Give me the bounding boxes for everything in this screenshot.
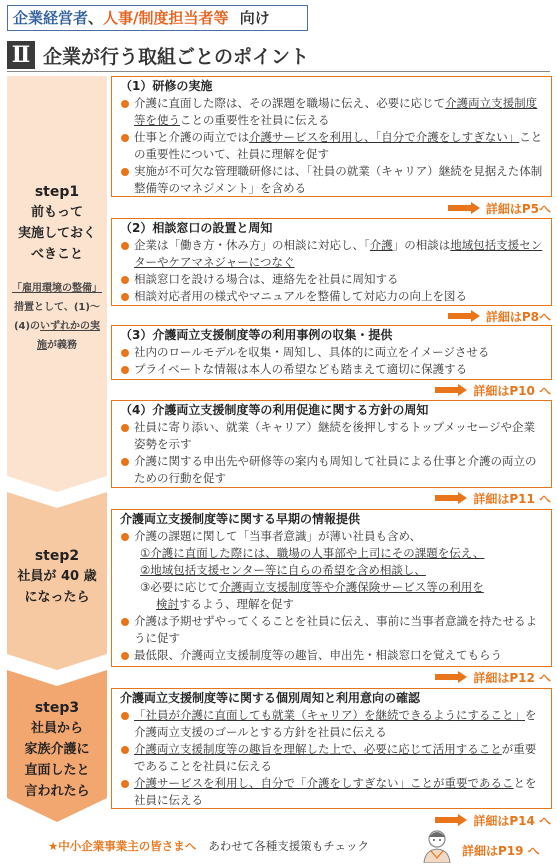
list-item: 介護の課題に関して「当事者意識」が薄い社員も含め、	[118, 528, 545, 545]
training-items	[112, 95, 551, 197]
step1-desc-line: 前もって	[30, 205, 83, 220]
individual-notice-box	[111, 688, 552, 809]
training-box	[111, 76, 552, 197]
detail-link-p11[interactable]	[435, 490, 551, 506]
case-study-box	[111, 325, 552, 380]
policy-box	[111, 400, 552, 488]
step1-note-emphasis: いずれかの実施	[37, 321, 101, 351]
step1-note-end: が義務	[47, 340, 77, 351]
audience-separator: 、	[88, 9, 104, 27]
list-subitem: ①介護に直面した際には、職場の人事部や上司にその課題を伝え、	[140, 546, 485, 560]
list-item: 介護サービスを利用し、自分で「介護をしすぎない」ことが重要であることを社員に伝える	[118, 775, 545, 809]
detail-link-text: 詳細はP5へ	[485, 201, 551, 216]
detail-link-text: 詳細はP8へ	[485, 309, 551, 324]
arrow-right-icon	[435, 493, 467, 503]
section-header	[7, 40, 309, 70]
list-item: 介護両立支援制度等の趣旨を理解した上で、必要に応じて活用することが重要であることを社員に伝える	[118, 741, 545, 775]
early-info-title: 介護両立支援制度等に関する早期の情報提供	[120, 512, 361, 526]
step1-content	[7, 184, 107, 355]
step1-desc-line: べきこと	[30, 247, 83, 262]
consultation-items	[112, 237, 551, 305]
footer-note	[48, 838, 369, 854]
step1-note	[7, 279, 107, 355]
step1-description	[7, 202, 107, 265]
consultation-title: （2）相談窓口の設置と周知	[120, 221, 273, 235]
audience-executives: 企業経営者	[13, 9, 89, 27]
list-item: 相談対応者用の様式やマニュアルを整備して対応力の向上を図る	[118, 288, 545, 305]
early-info-box	[111, 509, 552, 667]
step3-desc-line: 直面したと	[24, 763, 90, 778]
person-illustration-icon	[420, 827, 454, 863]
consultation-box	[111, 218, 552, 306]
step3-content	[7, 700, 107, 802]
audience-suffix: 向け	[239, 9, 270, 27]
step2-desc-line: になったら	[24, 590, 90, 605]
step1-label: step1	[34, 184, 80, 200]
list-subitem: ②地域包括支援センター等に自らの希望を含め相談し、	[140, 563, 426, 577]
step1-note-text: 措置として、(1)～(4)の	[13, 302, 100, 332]
detail-link-p8[interactable]	[448, 308, 551, 324]
early-info-items	[112, 528, 551, 664]
list-item: 最低限、介護両立支援制度等の趣旨、申出先・相談窓口を覚えてもらう	[118, 647, 545, 664]
arrow-right-icon	[448, 203, 480, 213]
list-subitem: ③必要に応じて介護両立支援制度等や介護保険サービス等の利用を	[140, 580, 484, 594]
section-divider	[7, 71, 550, 72]
arrow-right-icon	[435, 385, 467, 395]
list-subitem: 検討するよう、理解を促す	[156, 597, 294, 611]
footer-sub: あわせて各種支援策もチェック	[208, 839, 369, 853]
list-item: 「社員が介護に直面しても就業（キャリア）を継続できるようにすること」を介護両立支援のゴールとする方針を社員に伝える	[118, 707, 545, 741]
section-numeral: Ⅱ	[7, 41, 35, 69]
audience-hr: 人事/制度担当者等	[103, 9, 229, 27]
list-item: プライベートな情報は本人の希望なども踏まえて適切に保護する	[118, 361, 545, 378]
list-item: 社内のロールモデルを収集・周知し、具体的に両立をイメージさせる	[118, 344, 545, 361]
step1-note-term: 「雇用環境の整備」	[12, 283, 102, 294]
footer-lead: ★中小企業事業主の皆さまへ	[48, 839, 197, 853]
step3-label: step3	[34, 700, 80, 716]
detail-link-p14[interactable]	[435, 812, 551, 828]
list-item: 社員に寄り添い、就業（キャリア）継続を後押しするトップメッセージや企業姿勢を示す	[118, 419, 545, 453]
step2-content	[7, 548, 107, 608]
section-title: 企業が行う取組ごとのポイント	[43, 45, 310, 68]
step1-desc-line: 実施しておく	[17, 226, 96, 241]
individual-notice-title: 介護両立支援制度等に関する個別周知と利用意向の確認	[120, 691, 421, 705]
list-item: 介護は予期せずやってくることを社員に伝え、事前に当事者意識を持たせるように促す	[118, 613, 545, 647]
arrow-right-icon	[448, 311, 480, 321]
detail-link-text: 詳細はP11 へ	[473, 491, 551, 506]
step3-desc-line: 言われたら	[24, 784, 90, 799]
step3-desc-line: 社員から	[30, 721, 83, 736]
detail-link-p5[interactable]	[448, 200, 551, 216]
step2-panel	[7, 492, 107, 670]
step2-label: step2	[34, 548, 80, 564]
training-title: （1）研修の実施	[120, 79, 213, 93]
detail-link-p19[interactable]: 詳細はP19 へ	[462, 844, 540, 858]
policy-items	[112, 419, 551, 487]
arrow-right-icon	[435, 815, 467, 825]
step3-description	[7, 718, 107, 802]
detail-link-text: 詳細はP10 へ	[473, 383, 551, 398]
list-item: 介護に関する申出先や研修等の案内も周知して社員による仕事と介護の両立のための行動を促す	[118, 453, 545, 487]
step3-panel	[7, 670, 107, 822]
list-item: 介護に直面した際は、その課題を職場に伝え、必要に応じて介護両立支援制度等を使うことの重要性を社員に伝える	[118, 95, 545, 129]
detail-link-p12[interactable]	[435, 669, 551, 685]
arrow-right-icon	[435, 672, 467, 682]
policy-title: （4）介護両立支援制度等の利用促進に関する方針の周知	[120, 403, 429, 417]
list-item: 相談窓口を設ける場合は、連絡先を社員に周知する	[118, 271, 545, 288]
step1-panel	[7, 76, 107, 492]
individual-notice-items	[112, 707, 551, 809]
list-item: 実施が不可欠な管理職研修には、「社員の就業（キャリア）継続を見据えた体制整備等のマネジメント」を含める	[118, 163, 545, 197]
detail-link-text: 詳細はP14 へ	[473, 813, 551, 828]
list-item: 仕事と介護の両立では介護サービスを利用し、「自分で介護をしすぎない」ことの重要性について、社員に理解を促す	[118, 129, 545, 163]
detail-link-text: 詳細はP12 へ	[473, 670, 551, 685]
list-item: 企業は「働き方・休み方」の相談に対応し、「介護」の相談は地域包括支援センターやケアマネジャーにつなぐ	[118, 237, 545, 271]
step2-desc-line: 社員が 40 歳	[17, 569, 97, 584]
step2-description	[7, 566, 107, 608]
detail-link-p10[interactable]	[435, 382, 551, 398]
audience-label	[7, 5, 308, 31]
case-study-items	[112, 344, 551, 378]
step3-desc-line: 家族介護に	[24, 742, 90, 757]
case-study-title: （3）介護両立支援制度等の利用事例の収集・提供	[120, 328, 393, 342]
